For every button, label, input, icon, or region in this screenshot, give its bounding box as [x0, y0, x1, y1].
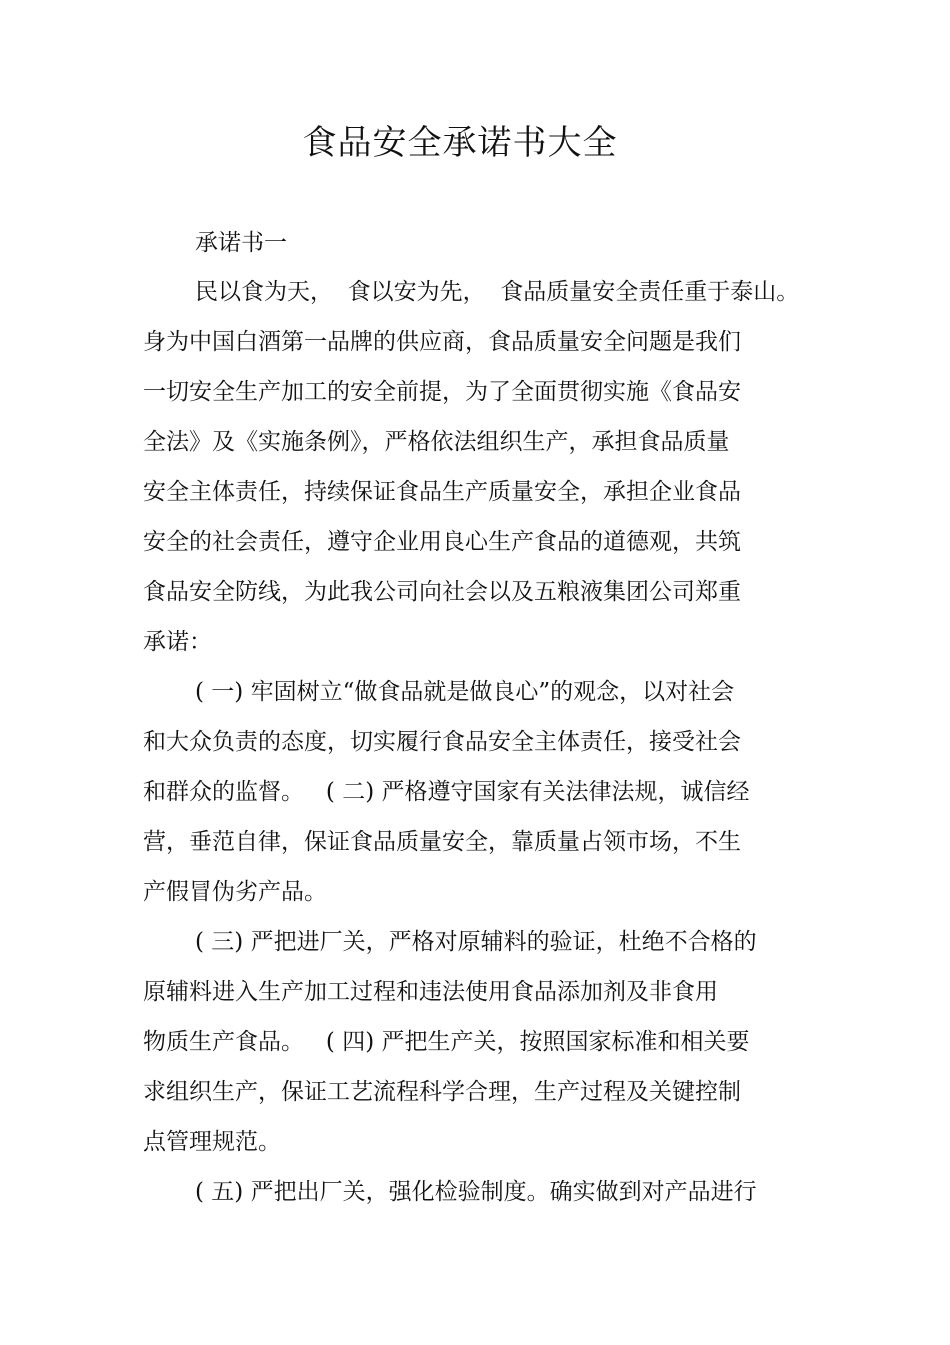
- paragraph-line: 原辅料进入生产加工过程和违法使用食品添加剂及非食用: [143, 979, 718, 1005]
- section-heading: 承诺书一: [195, 230, 287, 256]
- paragraph-line: ( 三) 严把进厂关，严格对原辅料的验证，杜绝不合格的: [195, 929, 757, 955]
- paragraph-line: 食品安全防线，为此我公司向社会以及五粮液集团公司郑重: [143, 579, 741, 605]
- paragraph-line: 营，垂范自律，保证食品质量安全，靠质量占领市场，不生: [143, 829, 741, 855]
- paragraph-line: 承诺：: [143, 629, 212, 655]
- paragraph-line: 身为中国白酒第一品牌的供应商，食品质量安全问题是我们: [143, 329, 741, 355]
- paragraph-line: 物质生产食品。 ( 四) 严把生产关，按照国家标准和相关要: [143, 1029, 750, 1055]
- paragraph-line: ( 五) 严把出厂关，强化检验制度。确实做到对产品进行: [195, 1179, 757, 1205]
- document-title: 食品安全承诺书大全: [302, 123, 618, 163]
- paragraph-line: 安全的社会责任，遵守企业用良心生产食品的道德观，共筑: [143, 529, 741, 555]
- paragraph-line: 一切安全生产加工的安全前提，为了全面贯彻实施《食品安: [143, 379, 741, 405]
- paragraph-line: 安全主体责任，持续保证食品生产质量安全，承担企业食品: [143, 479, 741, 505]
- paragraph-line: 点管理规范。: [143, 1129, 281, 1155]
- paragraph-line: ( 一) 牢固树立“做食品就是做良心”的观念，以对社会: [195, 679, 735, 705]
- paragraph-line: 和群众的监督。 ( 二) 严格遵守国家有关法律法规，诚信经: [143, 779, 750, 805]
- paragraph-line: 民以食为天， 食以安为先， 食品质量安全责任重于泰山。: [195, 279, 800, 305]
- paragraph-line: 和大众负责的态度，切实履行食品安全主体责任，接受社会: [143, 729, 741, 755]
- paragraph-line: 产假冒伪劣产品。: [143, 879, 327, 905]
- paragraph-line: 全法》及《实施条例》，严格依法组织生产，承担食品质量: [143, 429, 730, 455]
- paragraph-line: 求组织生产，保证工艺流程科学合理，生产过程及关键控制: [143, 1079, 741, 1105]
